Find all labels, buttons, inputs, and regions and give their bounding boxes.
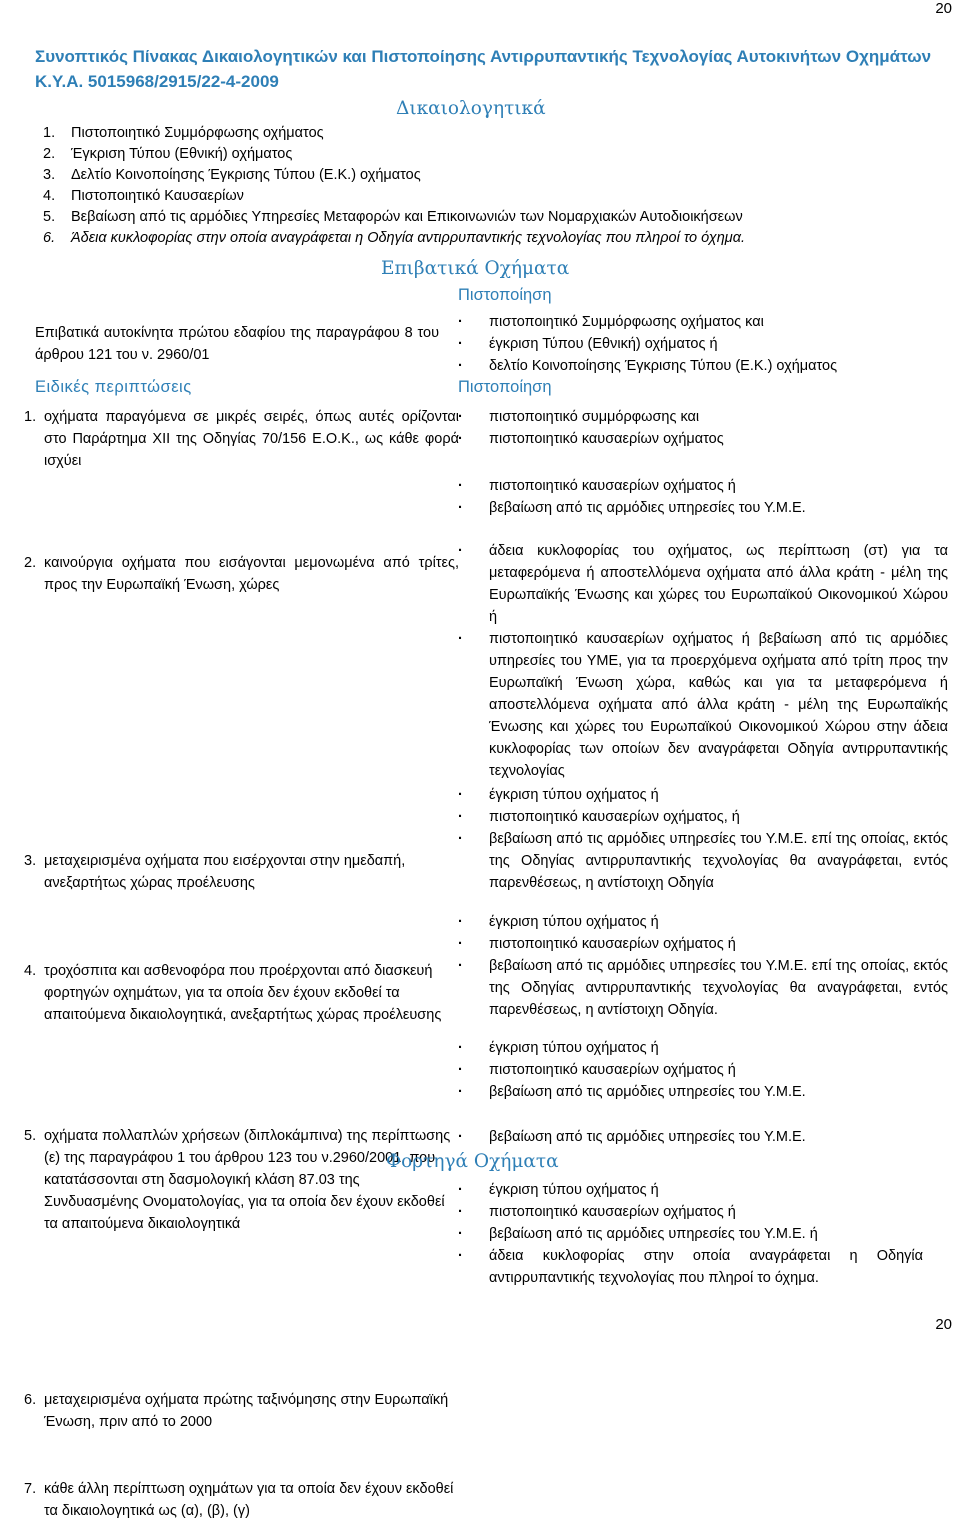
special-case-3-requirements [458,540,948,782]
document-item: 4. Πιστοποιητικό Καυσαερίων [43,188,244,204]
document-item: 1. Πιστοποιητικό Συμμόρφωσης οχήματος [43,125,324,141]
requirement-item: · έγκριση τύπου οχήματος ή [458,1179,923,1201]
requirement-item: · έγκριση τύπου οχήματος ή [458,1037,948,1059]
special-case-5: 5. οχήματα πολλαπλών χρήσεων (διπλοκάμπινα) της περίπτωσης (ε) της παραγράφου 1 του άρθρου 123 του ν.2960/2001, που κατατάσσονται στη δασμολογική κλάση 87.03 της Συνδυασμένης Ονοματολογίας, για τα οποία δεν έχουν εκδοθεί τα απαιτούμενα δικαιολογητικά [24,1128,451,1232]
requirement-item: · πιστοποιητικό καυσαερίων οχήματος ή [458,1059,948,1081]
requirement-item: · πιστοποιητικό καυσαερίων οχήματος ή [458,1201,923,1223]
requirement-item: · πιστοποιητικό καυσαερίων οχήματος, ή [458,806,948,828]
special-case-4: 4. τροχόσπιτα και ασθενοφόρα που προέρχονται από διασκευή φορτηγών οχημάτων, για τα οποία δεν έχουν εκδοθεί τα απαιτούμενα δικαιολογητικά, ανεξαρτήτως χώρας προέλευσης [24,963,442,1023]
requirement-item: · βεβαίωση από τις αρμόδιες υπηρεσίες του Υ.Μ.Ε. ή [458,1223,923,1245]
trucks-heading: Φορτηγά Οχήματα [386,1151,559,1172]
requirement-item: · έγκριση Τύπου (Εθνική) οχήματος ή [458,333,948,355]
requirement-item: · έγκριση τύπου οχήματος ή [458,911,948,933]
requirement-item: · πιστοποιητικό καυσαερίων οχήματος ή [458,475,948,497]
requirement-item: · έγκριση τύπου οχήματος ή [458,784,948,806]
requirement-item: · βεβαίωση από τις αρμόδιες υπηρεσίες του Υ.Μ.Ε. επί της οποίας, εκτός της Οδηγίας αντιρρυπαντικής τεχνολογίας θα αναγράφεται, εντός παρενθέσεως, η αντίστοιχη Οδηγία. [458,955,948,1021]
requirement-item: · βεβαίωση από τις αρμόδιες υπηρεσίες του Υ.Μ.Ε. [458,497,948,519]
special-case-6-requirements [458,1037,948,1103]
special-case-2-requirements [458,475,948,519]
page-number-top: 20 [935,0,952,17]
trucks-requirements [458,1179,923,1289]
special-case-7-requirements [458,1126,948,1148]
requirement-item: · βεβαίωση από τις αρμόδιες υπηρεσίες του Υ.Μ.Ε. [458,1081,948,1103]
requirement-item: · βεβαίωση από τις αρμόδιες υπηρεσίες του Υ.Μ.Ε. [458,1126,948,1148]
requirement-item: · βεβαίωση από τις αρμόδιες υπηρεσίες του Υ.Μ.Ε. επί της οποίας, εκτός της Οδηγίας αντιρρυπαντικής τεχνολογίας θα αναγράφεται, εντός παρενθέσεως, η αντίστοιχη Οδηγία [458,828,948,894]
certification-label: Πιστοποίηση [458,286,552,304]
requirement-item: · δελτίο Κοινοποίησης Έγκρισης Τύπου (Ε.Κ.) οχήματος [458,355,948,377]
requirement-item: · πιστοποιητικό καυσαερίων οχήματος ή βεβαίωση από τις αρμόδιες υπηρεσίες του ΥΜΕ, για τα προερχόμενα οχήματα από τρίτη προς την Ευρωπαϊκή Ένωση χώρα, καθώς και για τα μεταφερόμενα ή αποστελλόμενα οχήματα από άλλα κράτη - μέλη της Ευρωπαϊκής Ένωσης και χώρες του Ευρωπαϊκού Οικονομικού Χώρου στην άδεια κυκλοφορίας των οποίων δεν αναγράφεται Οδηγία αντιρρυπαντικής τεχνολογίας [458,628,948,782]
documents-list [43,123,943,249]
page-number-bottom: 20 [935,1316,952,1333]
special-cases-label: Ειδικές περιπτώσεις [35,378,192,396]
requirement-item: · πιστοποιητικό Συμμόρφωσης οχήματος και [458,311,948,333]
special-case-7: 7. κάθε άλλη περίπτωση οχημάτων για τα οποία δεν έχουν εκδοθεί τα δικαιολογητικά ως (α), (β), (γ) [24,1481,454,1519]
document-item: 5. Βεβαίωση από τις αρμόδιες Υπηρεσίες Μεταφορών και Επικοινωνιών των Νομαρχιακών Αυτοδιοικήσεων [43,209,743,225]
certification-label: Πιστοποίηση [458,378,552,396]
special-case-3: 3. μεταχειρισμένα οχήματα που εισέρχονται στην ημεδαπή, ανεξαρτήτως χώρας προέλευσης [24,853,406,891]
document-item: 3. Δελτίο Κοινοποίησης Έγκρισης Τύπου (Ε.Κ.) οχήματος [43,167,421,183]
requirement-item: · πιστοποιητικό καυσαερίων οχήματος ή [458,933,948,955]
passenger-main-requirements [458,311,948,377]
document-item: 2. Έγκριση Τύπου (Εθνική) οχήματος [43,146,293,162]
requirement-item: · πιστοποιητικό συμμόρφωσης και [458,406,948,428]
special-case-4-requirements [458,784,948,894]
special-case-2: 2. καινούργια οχήματα που εισάγονται μεμονωμένα από τρίτες, προς την Ευρωπαϊκή Ένωση, χώρες [24,555,459,593]
special-case-6: 6. μεταχειρισμένα οχήματα πρώτης ταξινόμησης στην Ευρωπαϊκή Ένωση, πριν από το 2000 [24,1392,449,1430]
requirement-item: · άδεια κυκλοφορίας του οχήματος, ως περίπτωση (στ) για τα μεταφερόμενα ή αποστελλόμενα οχήματα από άλλα κράτη - μέλη της Ευρωπαϊκής Ένωσης και χώρες του Ευρωπαϊκού Οικονομικού Χώρου ή [458,540,948,628]
passenger-main-case: Επιβατικά αυτοκίνητα πρώτου εδαφίου της παραγράφου 8 του άρθρου 121 του ν. 2960/01 [35,325,439,363]
requirement-item: · πιστοποιητικό καυσαερίων οχήματος [458,428,948,450]
special-case-1-requirements [458,406,948,450]
special-case-5-requirements [458,911,948,1021]
special-case-1: 1. οχήματα παραγόμενα σε μικρές σειρές, όπως αυτές ορίζονται στο Παράρτημα XII της Οδηγίας 70/156 Ε.Ο.Κ., ως κάθε φορά ισχύει [24,409,459,469]
documents-heading: Δικαιολογητικά [396,98,546,119]
passenger-heading: Επιβατικά Οχήματα [381,258,570,279]
document-title: Συνοπτικός Πίνακας Δικαιολογητικών και Πιστοποίησης Αντιρρυπαντικής Τεχνολογίας Αυτοκινήτων Οχημάτων Κ.Υ.Α. 5015968/2915/22-4-2009 [35,47,932,91]
requirement-item: · άδεια κυκλοφορίας στην οποία αναγράφεται η Οδηγία αντιρρυπαντικής τεχνολογίας που πληροί το όχημα. [458,1245,923,1289]
document-item: 6. Άδεια κυκλοφορίας στην οποία αναγράφεται η Οδηγία αντιρρυπαντικής τεχνολογίας που πληροί το όχημα. [43,230,745,246]
